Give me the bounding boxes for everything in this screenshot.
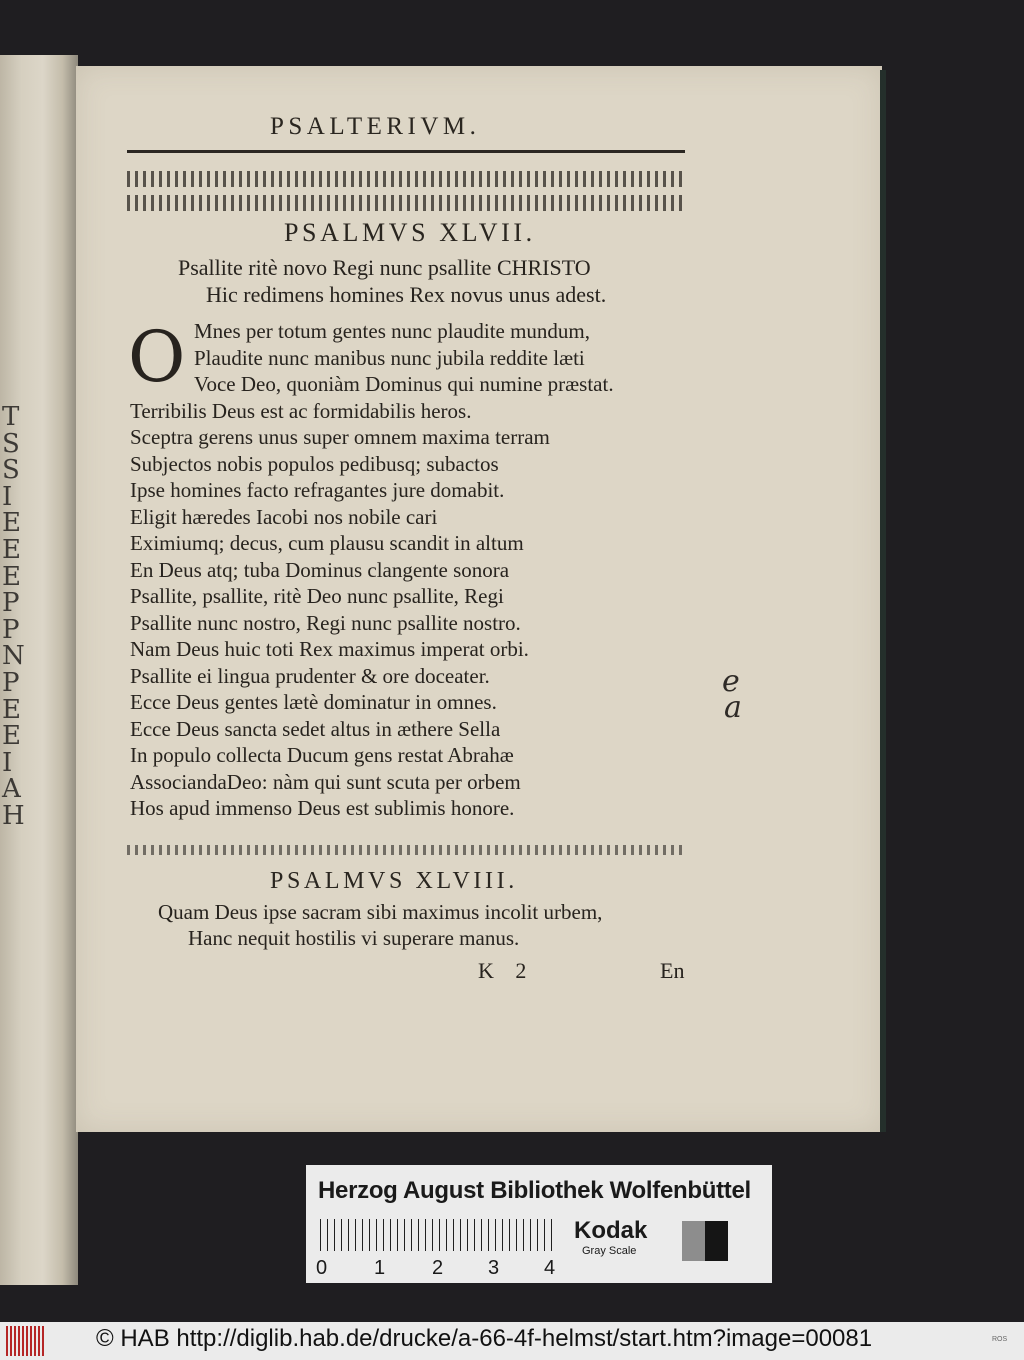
running-header: PSALTERIVM. [270, 113, 481, 140]
psalm-47-verse: Subjectos nobis populos pedibusq; subactos [130, 451, 499, 476]
gray-scale-text: Gray Scale [582, 1245, 637, 1257]
psalm-47-verse: In populo collecta Ducum gens restat Abrahæ [130, 743, 514, 767]
scale-number-2: 2 [432, 1257, 444, 1279]
ornament-divider [127, 845, 685, 855]
margin-note-1: e [722, 664, 740, 699]
psalm-47-verse: AssociandaDeo: nàm qui sunt scuta per orbem [130, 769, 521, 794]
psalm-47-verse: Ecce Deus gentes lætè dominatur in omnes. [130, 690, 497, 714]
previous-page-letter: I [2, 481, 13, 512]
previous-page-letter: E [2, 694, 21, 725]
psalm-47-verse: Ipse homines facto refragantes jure domabit. [130, 478, 505, 502]
gray-scale-patch [682, 1221, 728, 1261]
library-color-label [306, 1165, 772, 1283]
previous-page-letter: E [2, 535, 21, 565]
ruler-scale [320, 1219, 556, 1251]
previous-page-letter: N [2, 641, 25, 672]
previous-page-letter: P [2, 588, 20, 619]
previous-page-letter: P [2, 668, 20, 698]
psalm-48-argument-1: Quam Deus ipse sacram sibi maximus incolit urbem, [158, 900, 603, 924]
ornament-band-bottom [127, 195, 685, 211]
copyright-url[interactable]: © HAB http://diglib.hab.de/drucke/a-66-4f-helmst/start.htm?image=00081 [96, 1325, 873, 1352]
scale-number-1: 1 [374, 1257, 386, 1279]
psalm-47-verse: Mnes per totum gentes nunc plaudite mundum, [194, 319, 591, 343]
psalm-47-verse: Hos apud immenso Deus est sublimis honore. [130, 796, 515, 820]
previous-page-letter: A [2, 774, 21, 805]
page-edge-shadow [880, 70, 886, 1132]
psalm-47-verse: Ecce Deus sancta sedet altus in æthere Sella [130, 716, 501, 741]
psalm-47-verse: Psallite, psallite, ritè Deo nunc psallite, Regi [130, 584, 504, 608]
footer-tiny-text: ROS [992, 1336, 1008, 1343]
psalm-47-verse: Voce Deo, quoniàm Dominus qui numine præstat. [194, 372, 614, 396]
psalm-47-verse: Sceptra gerens unus super omnem maxima terram [130, 425, 550, 449]
psalm-47-verse: Plaudite nunc manibus nunc jubila reddite læti [194, 345, 585, 370]
ornament-band-top [127, 171, 685, 187]
footer-bar [0, 1322, 1024, 1360]
previous-page-letter: S [2, 428, 20, 459]
previous-page-letter: H [2, 801, 25, 831]
psalm-47-verse: Nam Deus huic toti Rex maximus imperat orbi. [130, 637, 529, 661]
psalm-47-title: PSALMVS XLVII. [284, 218, 536, 247]
previous-page-letter: P [2, 614, 20, 645]
previous-page-letter: E [2, 508, 21, 539]
catchword: En [660, 958, 685, 983]
psalm-47-verse: Eximiumq; decus, cum plausu scandit in altum [130, 531, 524, 555]
psalm-47-verse: En Deus atq; tuba Dominus clangente sonora [130, 557, 510, 582]
margin-note-2: a [724, 690, 742, 725]
previous-page-letter: T [2, 402, 20, 432]
psalm-47-verse: Psallite nunc nostro, Regi nunc psallite nostro. [130, 610, 521, 635]
previous-page-letter: E [2, 721, 21, 752]
library-name: Herzog August Bibliothek Wolfenbüttel [318, 1177, 751, 1204]
psalm-48-argument-2: Hanc nequit hostilis vi superare manus. [188, 926, 520, 950]
previous-page-letter: E [2, 561, 21, 592]
header-rule [127, 150, 685, 153]
psalm-47-verse: Psallite ei lingua prudenter & ore doceater. [130, 663, 490, 688]
previous-page-letter: S [2, 455, 20, 486]
psalm-47-argument-1: Psallite ritè novo Regi nunc psallite CHRISTO [178, 255, 591, 280]
scale-number-4: 4 [544, 1257, 556, 1279]
psalm-47-verse: Eligit hæredes Iacobi nos nobile cari [130, 504, 438, 529]
psalm-48-title: PSALMVS XLVIII. [270, 868, 518, 894]
signature-mark: K 2 [478, 958, 535, 983]
drop-cap-initial: O [128, 316, 186, 398]
psalm-47-argument-2: Hic redimens homines Rex novus unus adest. [206, 282, 607, 307]
psalm-47-verse: Terribilis Deus est ac formidabilis heros. [130, 398, 472, 423]
barcode-icon [6, 1326, 44, 1356]
previous-page-letter: I [2, 747, 13, 778]
scale-number-3: 3 [488, 1257, 500, 1279]
scale-number-0: 0 [316, 1257, 328, 1279]
kodak-logo: Kodak [574, 1217, 648, 1244]
